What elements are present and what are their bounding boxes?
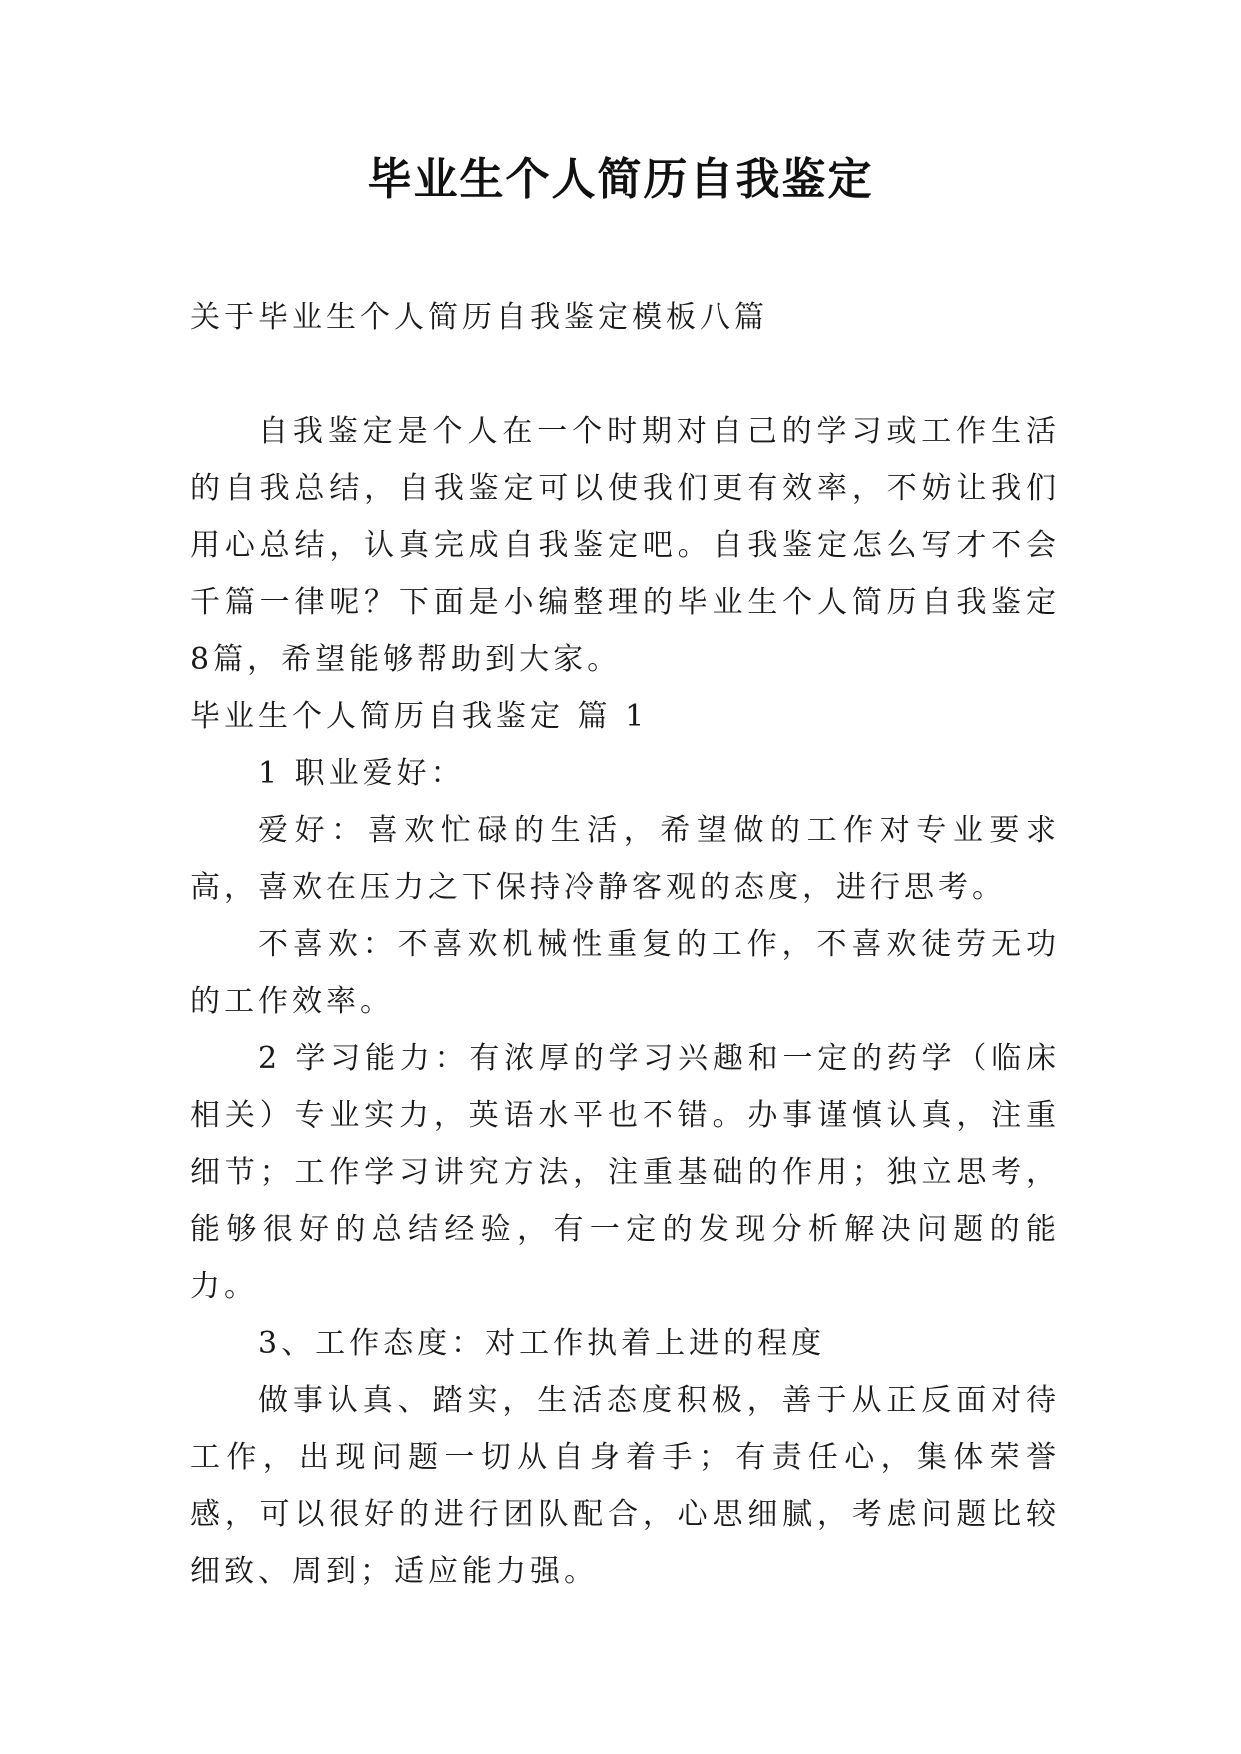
section-heading: 毕业生个人简历自我鉴定 篇 1	[190, 699, 649, 734]
career-heading: 1 职业爱好：	[258, 756, 465, 791]
likes-paragraph: 爱好：喜欢忙碌的生活，希望做的工作对专业要求高，喜欢在压力之下保持冷静客观的态度，进行思考。	[190, 813, 1060, 905]
document-title: 毕业生个人简历自我鉴定	[367, 154, 874, 205]
dislikes-paragraph: 不喜欢：不喜欢机械性重复的工作，不喜欢徒劳无功的工作效率。	[190, 927, 1060, 1019]
attitude-paragraph: 做事认真、踏实，生活态度积极，善于从正反面对待工作，出现问题一切从自身着手；有责任心，集体荣誉感，可以很好的进行团队配合，心思细腻，考虑问题比较细致、周到；适应能力强。	[190, 1383, 1060, 1589]
intro-paragraph: 自我鉴定是个人在一个时期对自己的学习或工作生活的自我总结，自我鉴定可以使我们更有效率，不妨让我们用心总结，认真完成自我鉴定吧。自我鉴定怎么写才不会千篇一律呢？下面是小编整理的毕业生个人简历自我鉴定8篇，希望能够帮助到大家。	[190, 414, 1060, 677]
document-body	[190, 289, 1060, 1600]
learning-paragraph: 2 学习能力：有浓厚的学习兴趣和一定的药学（临床相关）专业实力，英语水平也不错。办事谨慎认真，注重细节；工作学习讲究方法，注重基础的作用；独立思考，能够很好的总结经验，有一定的发现分析解决问题的能力。	[190, 1041, 1060, 1304]
attitude-heading: 3、工作态度：对工作执着上进的程度	[258, 1326, 826, 1361]
document-subtitle: 关于毕业生个人简历自我鉴定模板八篇	[190, 300, 768, 335]
